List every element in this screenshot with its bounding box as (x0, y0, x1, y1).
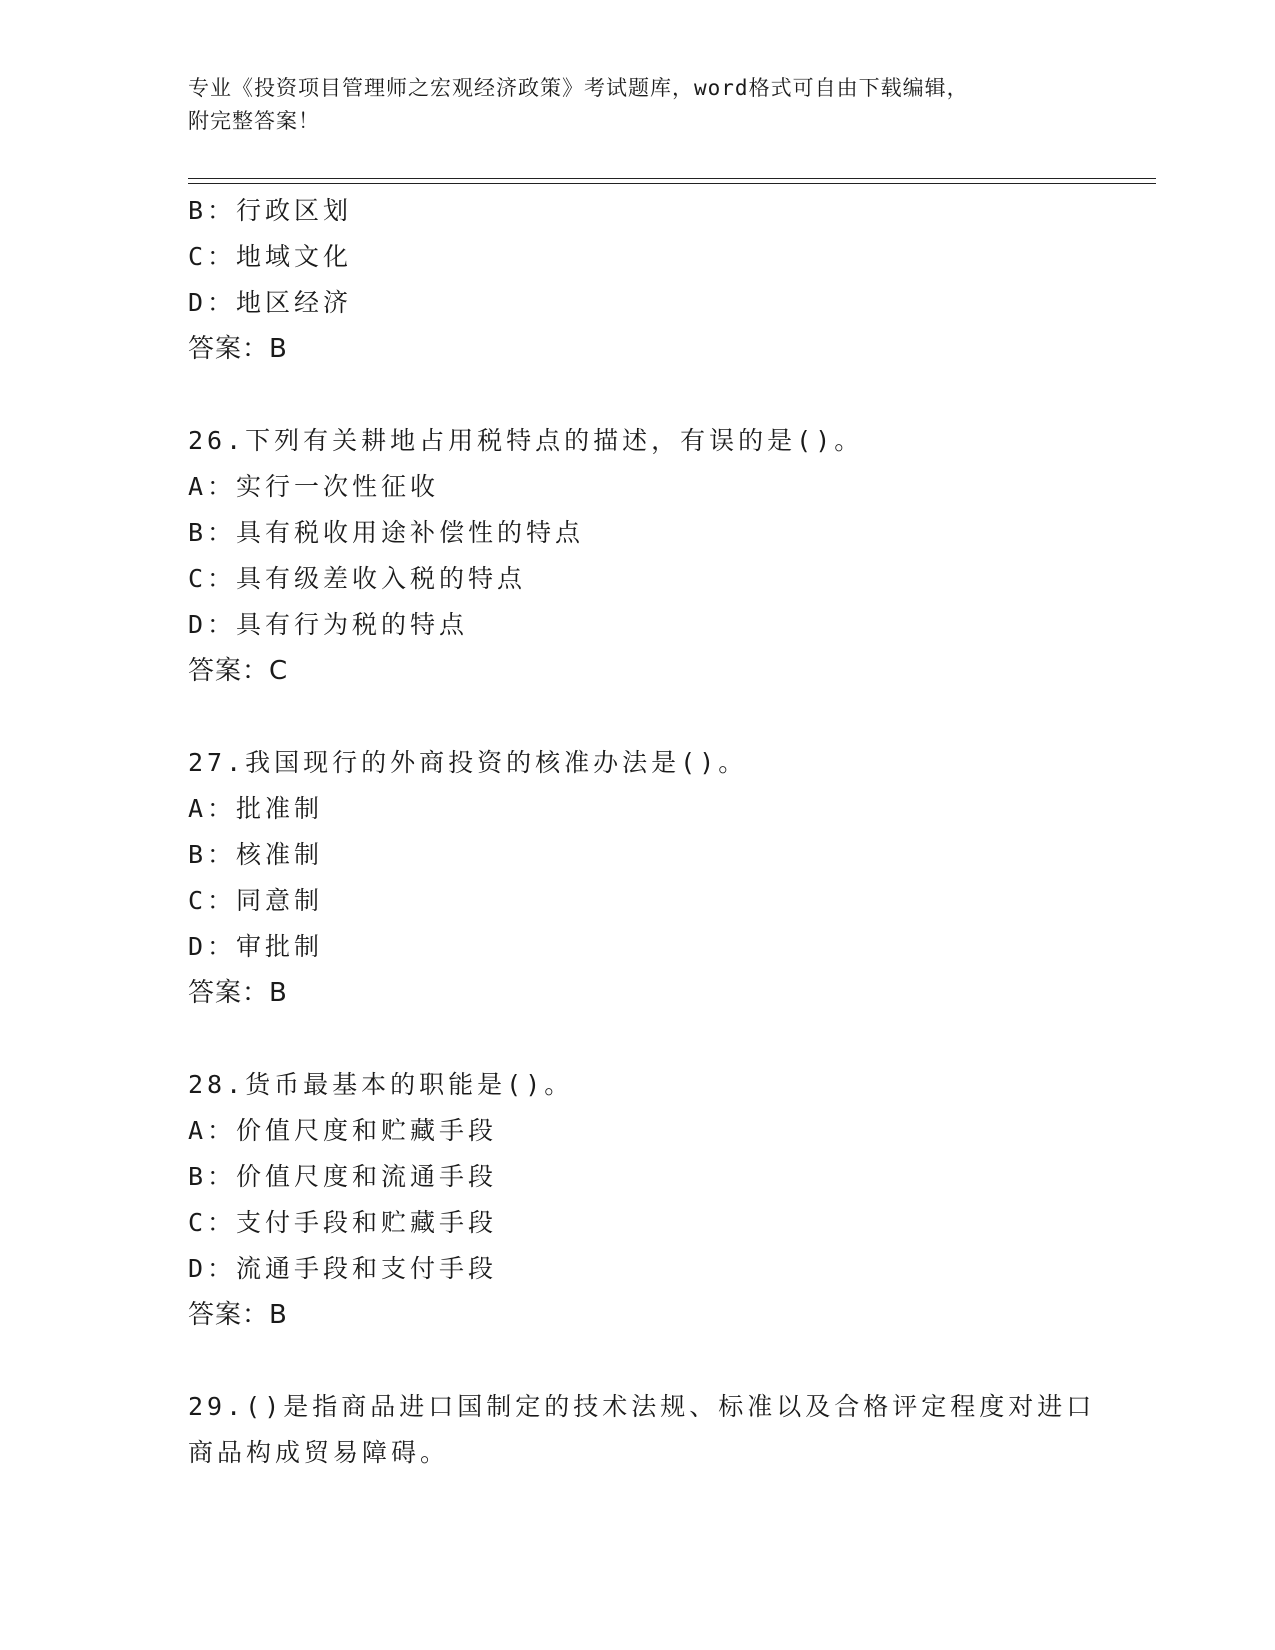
answer: 答案：B (188, 978, 288, 1008)
option-a: A：批准制 (188, 794, 324, 823)
question-stem: 28.货币最基本的职能是()。 (188, 1070, 574, 1099)
header-divider-bottom (188, 183, 1156, 184)
question-29 (188, 1384, 1148, 1476)
option-c: C：具有级差收入税的特点 (188, 564, 527, 593)
question-list (188, 188, 1148, 1476)
option-c: C：支付手段和贮藏手段 (188, 1208, 498, 1237)
option-a: A：价值尺度和贮藏手段 (188, 1116, 498, 1145)
option-d: D：审批制 (188, 932, 324, 961)
spacer (188, 1338, 1148, 1384)
question-27 (188, 740, 1148, 1016)
question-stem-line-2: 商品构成贸易障碍。 (188, 1438, 450, 1467)
option-b: B：具有税收用途补偿性的特点 (188, 518, 585, 547)
answer: 答案：C (188, 656, 289, 686)
question-stem: 27.我国现行的外商投资的核准办法是()。 (188, 748, 748, 777)
answer: 答案：B (188, 1300, 288, 1330)
question-stem: 26.下列有关耕地占用税特点的描述，有误的是()。 (188, 426, 864, 455)
option-d: D：地区经济 (188, 288, 353, 317)
header-divider-top (188, 178, 1156, 179)
question-25-tail (188, 188, 1148, 372)
spacer (188, 372, 1148, 418)
header-line-1: 专业《投资项目管理师之宏观经济政策》考试题库，word格式可自由下载编辑， (188, 76, 969, 100)
option-b: B：核准制 (188, 840, 324, 869)
option-c: C：同意制 (188, 886, 324, 915)
document-header (188, 72, 1088, 138)
question-stem-line-1: 29.()是指商品进口国制定的技术法规、标准以及合格评定程度对进口 (188, 1392, 1096, 1421)
option-c: C：地域文化 (188, 242, 353, 271)
question-28 (188, 1062, 1148, 1338)
option-d: D：流通手段和支付手段 (188, 1254, 498, 1283)
header-line-2: 附完整答案！ (188, 109, 320, 133)
option-a: A：实行一次性征收 (188, 472, 440, 501)
spacer (188, 1016, 1148, 1062)
option-d: D：具有行为税的特点 (188, 610, 469, 639)
option-b: B：价值尺度和流通手段 (188, 1162, 498, 1191)
question-26 (188, 418, 1148, 694)
option-b: B：行政区划 (188, 196, 353, 225)
answer: 答案：B (188, 334, 288, 364)
spacer (188, 694, 1148, 740)
